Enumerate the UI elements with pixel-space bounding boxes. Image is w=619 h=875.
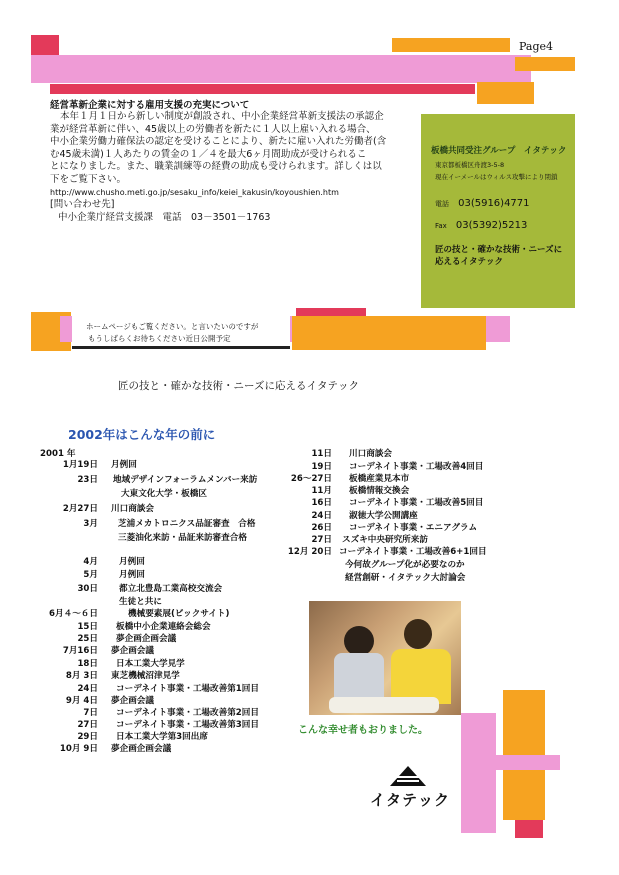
schedule-date: 24日 xyxy=(311,511,332,521)
schedule-event: 板橋情報交換会 xyxy=(349,486,410,496)
fax-label: Fax xyxy=(435,222,447,230)
schedule-title: 2002年はこんな年の前に xyxy=(68,427,216,442)
schedule-event: 板橋産業見本市 xyxy=(349,474,410,484)
schedule-event: 東芝機械沼津見学 xyxy=(111,671,180,681)
schedule-event: 芝浦メカトロニクス品証審査 合格 xyxy=(118,519,256,529)
schedule-event: コーデネイト事業・工場改善第1回目 xyxy=(116,684,259,694)
schedule-date: 29日 xyxy=(77,732,98,742)
schedule-event: 夢企画会議 xyxy=(111,646,154,656)
schedule-event: 機械要素展(ビックサイト) xyxy=(128,609,230,619)
schedule-date: 2月27日 xyxy=(62,504,98,514)
orange-block-small xyxy=(477,82,534,104)
schedule-date: 3月 xyxy=(83,519,98,529)
schedule-date: 8月 3日 xyxy=(65,671,98,681)
article-line: 本年１月１日から新しい制度が創設され、中小企業経営革新支援法の承認企 xyxy=(60,111,384,122)
schedule-date: 25日 xyxy=(77,634,98,644)
company-slogan-2: 応えるイタテック xyxy=(435,257,504,267)
schedule-date: 24日 xyxy=(77,684,98,694)
logo-mark-icon xyxy=(388,765,428,787)
schedule-event: 今何故グループ化が必要なのか xyxy=(345,560,465,570)
schedule-event: 月例回 xyxy=(119,557,145,567)
red-block-top xyxy=(31,35,59,55)
photo-figure-left-body xyxy=(334,653,384,703)
schedule-event: コーデネイト事業・工場改善6+1回目 xyxy=(339,547,487,557)
company-slogan-1: 匠の技と・確かな技術・ニーズに xyxy=(435,245,563,255)
notice-line-2: もうしばらくお待ちください近日公開予定 xyxy=(88,334,231,343)
schedule-date: 27日 xyxy=(311,535,332,545)
schedule-event: 夢企画会議 xyxy=(111,696,154,706)
schedule-event: 経営創研・イタテック大討論会 xyxy=(345,573,466,583)
page-label: Page4 xyxy=(519,40,554,53)
schedule-event: 月例回 xyxy=(111,460,137,470)
orange-bar-top-right-2 xyxy=(515,57,575,71)
company-note: 現在イーメールはウィルス攻撃により閉鎖 xyxy=(435,173,558,181)
red-block-bottom xyxy=(515,820,543,838)
schedule-event: 都立北豊島工業高校交流会 xyxy=(119,584,223,594)
pink-block-bottom-2 xyxy=(480,755,560,770)
schedule-date: 23日 xyxy=(77,475,98,485)
schedule-date: 16日 xyxy=(311,498,332,508)
notice-line-1: ホームページもご覧ください。と言いたいのですが xyxy=(86,322,259,331)
schedule-date: 11日 xyxy=(311,449,332,459)
orange-bar-top-right xyxy=(392,38,510,52)
logo xyxy=(370,765,450,810)
schedule-event: 夢企画企画会議 xyxy=(111,744,172,754)
schedule-event: 日本工業大学見学 xyxy=(116,659,185,669)
schedule-date: 12月 20日 xyxy=(287,547,332,557)
company-fax xyxy=(435,213,527,232)
schedule-event: 川口商談会 xyxy=(111,504,154,514)
schedule-date: 11月 xyxy=(311,486,332,496)
schedule-event: コーデネイト事業・工場改善4回目 xyxy=(349,462,484,472)
schedule-date: 26～27日 xyxy=(290,474,332,484)
pink-bar-top xyxy=(31,55,531,83)
logo-text: イタテック xyxy=(370,791,451,809)
fax-value: 03(5392)5213 xyxy=(455,220,528,231)
article-line: 下をご覧下さい。 xyxy=(50,173,127,185)
schedule-event: コーデネイト事業・工場改善第3回目 xyxy=(116,720,259,730)
schedule-date: 26日 xyxy=(311,523,332,533)
schedule-event: コーデネイト事業・工場改善5回目 xyxy=(349,498,484,508)
schedule-event: 板橋中小企業連絡会総会 xyxy=(116,622,211,632)
schedule-date: 5月 xyxy=(83,570,98,580)
schedule-event: 三菱油化来訪・品証来訪審査合格 xyxy=(118,533,247,543)
schedule-event: コーデネイト事業・工場改善第2回目 xyxy=(116,708,259,718)
schedule-date: 18日 xyxy=(77,659,98,669)
schedule-event: 月例回 xyxy=(119,570,145,580)
article xyxy=(50,97,386,224)
photo-caption: こんな幸せ者もおりました。 xyxy=(298,725,428,736)
schedule-date: 10月 9日 xyxy=(59,744,98,754)
schedule-event: 日本工業大学第3回出席 xyxy=(116,732,208,742)
schedule-event: コーデネイト事業・エニアグラム xyxy=(349,523,478,533)
red-bar-mid-right xyxy=(296,308,366,316)
company-address: 東京都板橋区舟渡3-5-8 xyxy=(435,161,505,169)
pink-block-bottom xyxy=(461,713,496,833)
schedule-date: 27日 xyxy=(77,720,98,730)
schedule-date: 6月４～６日 xyxy=(49,609,98,619)
schedule-event: 大東文化大学・板橋区 xyxy=(121,489,207,499)
wedding-photo xyxy=(309,601,461,715)
company-name: 板橋共同受注グループ イタテック xyxy=(431,146,567,156)
schedule-event: 夢企画企画会議 xyxy=(116,634,177,644)
schedule-date: 7日 xyxy=(83,708,98,718)
schedule-date: 1月19日 xyxy=(62,460,98,470)
schedule-event: 川口商談会 xyxy=(349,449,392,459)
schedule-event: 淑徳大学公開講座 xyxy=(349,511,418,521)
company-tel xyxy=(435,191,530,210)
orange-bar-mid-right xyxy=(292,316,486,350)
schedule-date: 19日 xyxy=(311,462,332,472)
company-box xyxy=(421,114,575,308)
photo-figure-right-body xyxy=(391,649,451,704)
schedule-date: 9月 4日 xyxy=(65,696,98,706)
schedule-event: 生徒と共に xyxy=(119,597,162,607)
photo-figure-right xyxy=(404,619,432,649)
red-bar-top xyxy=(50,84,475,94)
photo-flowers xyxy=(329,697,439,713)
schedule-event: スズキ中央研究所来訪 xyxy=(342,535,428,545)
tel-label: 電話 xyxy=(435,200,449,208)
schedule-year: 2001 年 xyxy=(40,449,76,459)
contact-label: [問い合わせ先] xyxy=(50,199,115,211)
article-line: 業が経営革新に伴い、45歳以上の労働者を新たに１人以上雇い入れる場合、 xyxy=(50,123,376,135)
article-line: とになりました。また、職業訓練等の経費の助成も受けられます。詳しくは以 xyxy=(50,161,382,173)
article-title: 経営革新企業に対する雇用支援の充実について xyxy=(50,100,250,111)
article-url[interactable]: http://www.chusho.meti.go.jp/sesaku_info/keiei_kakusin/koyoushien.htm xyxy=(50,187,339,197)
schedule-date: 4月 xyxy=(83,557,98,567)
article-line: む45歳未満)１人あたりの賃金の１／４を最大6ヶ月間助成が受けられるこ xyxy=(50,148,367,160)
schedule-date: 15日 xyxy=(77,622,98,632)
article-line: 中小企業労働力確保法の認定を受けることにより、新たに雇い入れた労働者(含 xyxy=(50,136,387,148)
schedule-date: 30日 xyxy=(77,584,98,594)
tel-value: 03(5916)4771 xyxy=(458,198,530,209)
notice-box xyxy=(72,316,290,349)
slogan-center: 匠の技と・確かな技術・ニーズに応えるイタテック xyxy=(118,380,359,392)
schedule-event: 地域デザインフォーラムメンバー来訪 xyxy=(113,475,258,485)
schedule-date: 7月16日 xyxy=(62,646,98,656)
photo-figure-left xyxy=(344,626,374,656)
contact-info: 中小企業庁経営支援課 電話 03－3501－1763 xyxy=(58,211,271,223)
